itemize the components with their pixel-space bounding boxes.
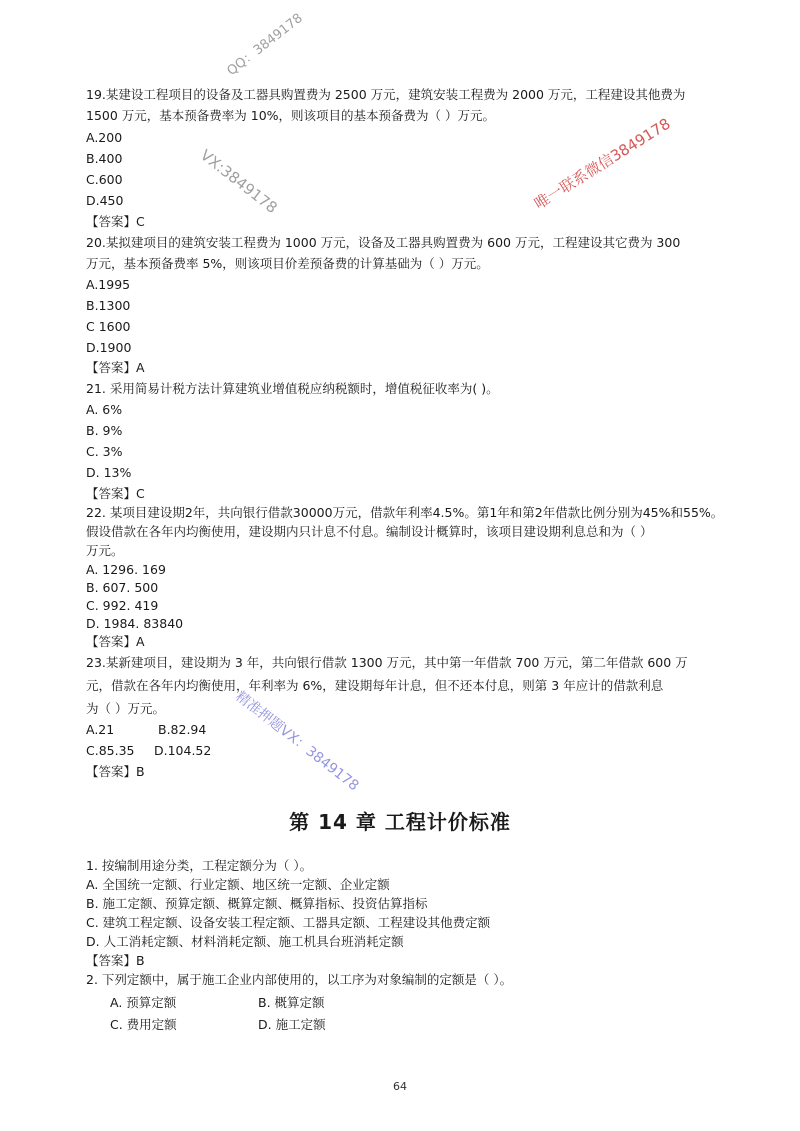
q22-answer: 【答案】A [86, 634, 145, 649]
q23-stem-line3: 为（ ）万元。 [86, 701, 165, 716]
q21-option-c: C. 3% [86, 444, 123, 459]
ch14-q1-option-c: C. 建筑工程定额、设备安装工程定额、工器具定额、工程建设其他费定额 [86, 915, 491, 930]
q20-option-d: D.1900 [86, 340, 132, 355]
ch14-q1-option-d: D. 人工消耗定额、材料消耗定额、施工机具台班消耗定额 [86, 934, 404, 949]
q23-answer: 【答案】B [86, 764, 145, 779]
q23-option-c-text: C.85.35 [86, 743, 135, 758]
q22-stem-line2: 假设借款在各年内均衡使用，建设期内只计息不付息。编制设计概算时，该项目建设期利息总和为（ ） [86, 524, 653, 539]
q23-option-d-text: D.104.52 [154, 743, 212, 758]
q21-option-b: B. 9% [86, 423, 123, 438]
q20-option-b: B.1300 [86, 298, 131, 313]
q23-stem-line2: 元，借款在各年内均衡使用，年利率为 6%，建设期每年计息，但不还本付息，则第 3 年应计的借款利息 [86, 678, 664, 693]
q23-option-b-text: B.82.94 [158, 722, 207, 737]
chapter-title: 第 14 章 工程计价标准 [289, 810, 511, 834]
q22-option-a: A. 1296. 169 [86, 562, 166, 577]
q20-answer: 【答案】A [86, 360, 145, 375]
q20-option-a: A.1995 [86, 277, 131, 292]
watermark-vx: VX:3849178 [196, 146, 281, 218]
q22-option-c: C. 992. 419 [86, 598, 159, 613]
q21-option-d: D. 13% [86, 465, 132, 480]
ch14-q1-option-a: A. 全国统一定额、行业定额、地区统一定额、企业定额 [86, 877, 390, 892]
q19-stem-line2: 1500 万元，基本预备费率为 10%，则该项目的基本预备费为（ ）万元。 [86, 108, 496, 123]
watermark-wechat: 唯一联系微信3849178 [531, 114, 674, 213]
q19-option-c: C.600 [86, 172, 123, 187]
q22-option-b: B. 607. 500 [86, 580, 159, 595]
q23-option-a [86, 720, 207, 740]
q22-option-d: D. 1984. 83840 [86, 616, 184, 631]
q19-option-b: B.400 [86, 151, 123, 166]
q19-stem-line1: 19.某建设工程项目的设备及工器具购置费为 2500 万元，建筑安装工程费为 2000 万元，工程建设其他费为 [86, 87, 686, 102]
q20-stem-line1: 20.某拟建项目的建筑安装工程费为 1000 万元，设备及工器具购置费为 600 万元，工程建设其它费为 300 [86, 235, 681, 250]
q23-option-c [86, 741, 212, 761]
ch14-q2-stem: 2. 下列定额中，属于施工企业内部使用的，以工序为对象编制的定额是（ ）。 [86, 972, 513, 987]
q19-answer: 【答案】C [86, 214, 145, 229]
q19-option-d: D.450 [86, 193, 124, 208]
q21-stem: 21. 采用简易计税方法计算建筑业增值税应纳税额时，增值税征收率为( )。 [86, 381, 499, 396]
ch14-q2-option-d: D. 施工定额 [258, 1017, 326, 1032]
q21-answer: 【答案】C [86, 486, 145, 501]
q22-stem-line3: 万元。 [86, 543, 124, 558]
q22-stem-line1: 22. 某项目建设期2年，共向银行借款30000万元，借款年利率4.5%。第1年和第2年借款比例分别为45%和55%。 [86, 505, 724, 520]
ch14-q1-stem: 1. 按编制用途分类，工程定额分为（ ）。 [86, 858, 313, 873]
ch14-q1-answer: 【答案】B [86, 953, 145, 968]
page-number: 64 [393, 1080, 407, 1093]
ch14-q2-options-row1 [110, 993, 325, 1013]
ch14-q2-option-c: C. 费用定额 [110, 1017, 177, 1032]
ch14-q2-option-a: A. 预算定额 [110, 995, 177, 1010]
q23-option-a-text: A.21 [86, 722, 115, 737]
ch14-q2-option-b: B. 概算定额 [258, 995, 325, 1010]
q21-option-a: A. 6% [86, 402, 123, 417]
q23-stem-line1: 23.某新建项目，建设期为 3 年，共向银行借款 1300 万元，其中第一年借款 700 万元，第二年借款 600 万 [86, 655, 688, 670]
q19-option-a: A.200 [86, 130, 123, 145]
ch14-q1-option-b: B. 施工定额、预算定额、概算定额、概算指标、投资估算指标 [86, 896, 428, 911]
watermark-vx-exam: 精准押题VX：3849178 [232, 688, 362, 795]
ch14-q2-options-row2 [110, 1015, 326, 1035]
watermark-qq: QQ：3849178 [224, 10, 306, 79]
q20-stem-line2: 万元，基本预备费率 5%，则该项目价差预备费的计算基础为（ ）万元。 [86, 256, 489, 271]
q20-option-c: C 1600 [86, 319, 131, 334]
